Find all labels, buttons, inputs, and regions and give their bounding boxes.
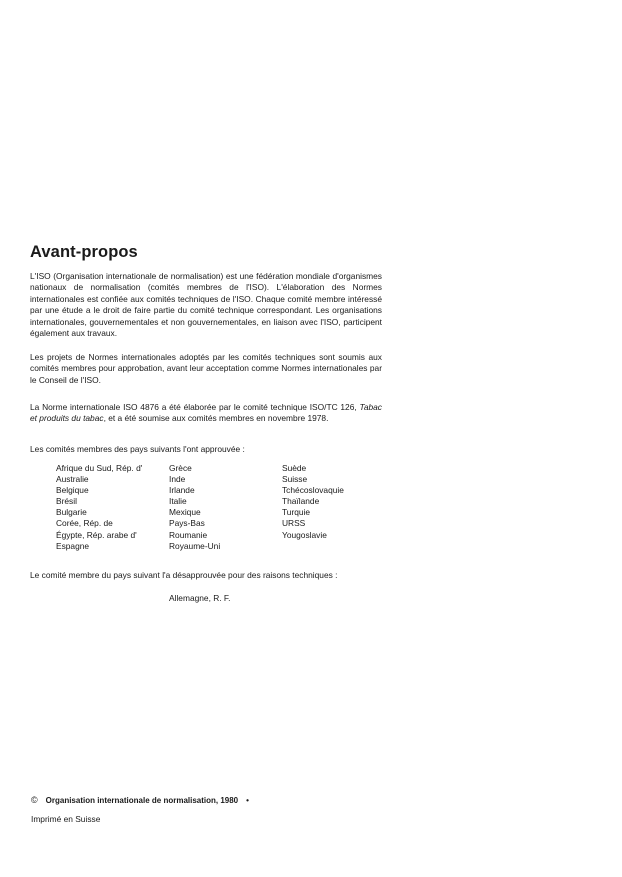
country-item: Royaume-Uni bbox=[169, 540, 221, 551]
country-item: Pays-Bas bbox=[169, 518, 205, 529]
standard-origin-text-1: La Norme internationale ISO 4876 a été élaborée par le comité technique ISO/TC 126, bbox=[30, 402, 360, 412]
approving-countries-list bbox=[0, 463, 622, 563]
country-item: Grèce bbox=[169, 463, 192, 473]
page-title: Avant-propos bbox=[30, 243, 138, 261]
country-item: Irlande bbox=[169, 485, 195, 496]
country-item: Yougoslavie bbox=[282, 529, 327, 540]
committee-title: Tabac et produits du tabac bbox=[30, 402, 382, 424]
country-item: Espagne bbox=[56, 540, 90, 551]
intro-paragraph: L'ISO (Organisation internationale de normalisation) est une fédération mondiale d'organismes nationaux de normalisation (comités membres de l'ISO). L'élaboration des Normes internationales est confiée aux comités techniques de l'ISO. Chaque comité membre intéressé par une étude a le droit de faire partie du comité technique correspondant. Les organisations internationales, gouvernementales et non gouvernementales, en liaison avec l'ISO, participent également aux travaux. bbox=[30, 271, 382, 339]
standard-origin-paragraph bbox=[30, 402, 382, 425]
country-item: URSS bbox=[282, 518, 306, 529]
country-item: Thaïlande bbox=[282, 496, 320, 507]
standard-origin-text-2: , et a été soumise aux comités membres en novembre 1978. bbox=[103, 413, 329, 424]
country-item: Bulgarie bbox=[56, 507, 87, 518]
country-item: Roumanie bbox=[169, 529, 208, 540]
disapproving-country: Allemagne, R. F. bbox=[169, 593, 231, 603]
country-item: Inde bbox=[169, 474, 186, 485]
approval-paragraph: Les projets de Normes internationales adoptés par les comités techniques sont soumis aux comités membres pour approbation, avant leur acceptation comme Normes internationales par le Conseil de l'ISO. bbox=[30, 352, 382, 385]
country-item: Belgique bbox=[56, 485, 89, 496]
country-item: Turquie bbox=[282, 507, 311, 518]
country-column-2 bbox=[169, 463, 220, 552]
country-item: Brésil bbox=[56, 496, 77, 507]
country-column-3 bbox=[282, 463, 344, 541]
country-item: Afrique du Sud, Rép. d' bbox=[56, 463, 143, 473]
country-item: Suisse bbox=[282, 474, 308, 485]
bullet-icon: • bbox=[246, 796, 249, 805]
country-item: Australie bbox=[56, 474, 89, 485]
country-item: Suède bbox=[282, 463, 307, 473]
copyright-line bbox=[31, 795, 249, 805]
printed-in: Imprimé en Suisse bbox=[31, 814, 101, 824]
country-item: Corée, Rép. de bbox=[56, 518, 113, 529]
country-item: Italie bbox=[169, 496, 187, 507]
country-item: Tchécoslovaquie bbox=[282, 485, 344, 496]
copyright-icon: © bbox=[31, 795, 38, 805]
country-item: Mexique bbox=[169, 507, 201, 518]
country-item: Égypte, Rép. arabe d' bbox=[56, 529, 137, 540]
copyright-text: Organisation internationale de normalisation, 1980 bbox=[45, 796, 239, 805]
approving-countries-intro: Les comités membres des pays suivants l'ont approuvée : bbox=[30, 444, 245, 454]
country-column-1 bbox=[56, 463, 142, 552]
disapproving-countries-intro: Le comité membre du pays suivant l'a désapprouvée pour des raisons techniques : bbox=[30, 570, 338, 580]
